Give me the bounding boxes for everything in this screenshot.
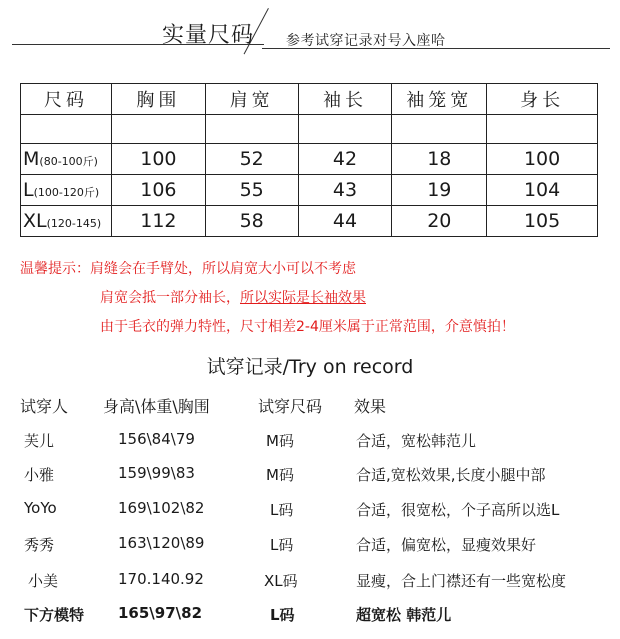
table-cell: 104 (487, 175, 598, 206)
record-title: 试穿记录/Try on record (206, 356, 414, 378)
record-measure: 165\97\82 (118, 604, 203, 622)
record-person: 小雅 (24, 466, 55, 484)
table-cell: 58 (205, 206, 298, 237)
table-cell: 106 (111, 175, 205, 206)
size-cell (21, 144, 112, 175)
record-header: 试穿尺码 (258, 397, 323, 416)
size-label: XL (23, 210, 47, 232)
record-effect: 合适,宽松效果,长度小腿中部 (356, 466, 546, 484)
record-row (0, 570, 620, 600)
record-measure: 163\120\89 (118, 534, 205, 552)
record-size: M码 (266, 466, 294, 484)
size-table-header-row (21, 84, 598, 115)
column-header: 袖长 (298, 84, 392, 115)
table-cell: 100 (487, 144, 598, 175)
record-size: M码 (266, 432, 294, 450)
record-measure: 156\84\79 (118, 430, 195, 448)
page-subtitle: 参考试穿记录对号入座哈 (286, 33, 446, 49)
size-label: L (23, 179, 34, 201)
record-row (0, 499, 620, 529)
table-row (21, 144, 598, 175)
column-header: 尺码 (21, 84, 112, 115)
tip-line-3: 由于毛衣的弹力特性，尺寸相差2-4厘米属于正常范围，介意慎拍！ (100, 319, 515, 335)
table-cell: 44 (298, 206, 392, 237)
record-row (0, 430, 620, 460)
record-measure: 170.140.92 (118, 570, 204, 588)
record-person: 小美 (28, 572, 59, 590)
size-cell (21, 206, 112, 237)
table-cell: 42 (298, 144, 392, 175)
record-effect: 超宽松 韩范儿 (356, 606, 452, 624)
record-effect: 合适，偏宽松，显瘦效果好 (356, 536, 537, 554)
column-header: 身长 (487, 84, 598, 115)
table-row (21, 206, 598, 237)
table-cell: 20 (392, 206, 487, 237)
table-cell: 100 (111, 144, 205, 175)
tips-label: 温馨提示： (20, 261, 90, 277)
record-person: 秀秀 (24, 536, 55, 554)
tip-line-1 (20, 258, 356, 278)
record-row-model (0, 604, 620, 634)
tip-text: 肩宽会抵一部分袖长， (100, 290, 240, 306)
record-row (0, 534, 620, 564)
size-label: M (23, 148, 40, 170)
record-header: 身高\体重\胸围 (103, 397, 210, 416)
column-header: 肩宽 (205, 84, 298, 115)
tip-text: 肩缝会在手臂处，所以肩宽大小可以不考虑 (90, 261, 356, 277)
record-person: 芙儿 (24, 432, 55, 450)
table-cell: 52 (205, 144, 298, 175)
size-range: (80-100斤) (39, 155, 98, 168)
record-effect: 显瘦，合上门襟还有一些宽松度 (356, 572, 567, 590)
record-header: 效果 (354, 397, 387, 416)
record-row (0, 464, 620, 494)
size-range: (100-120斤) (33, 186, 100, 199)
table-cell: 55 (205, 175, 298, 206)
record-measure: 159\99\83 (118, 464, 195, 482)
table-cell: 43 (298, 175, 392, 206)
size-cell (21, 175, 112, 206)
record-size: L码 (270, 501, 294, 519)
size-table-blank-row (21, 115, 598, 144)
size-range: (120-145) (46, 217, 102, 230)
table-cell: 112 (111, 206, 205, 237)
column-header: 胸围 (111, 84, 205, 115)
header (0, 0, 620, 60)
record-header-row (0, 394, 620, 424)
column-header: 袖笼宽 (392, 84, 487, 115)
record-person: YoYo (24, 499, 57, 517)
record-size: XL码 (264, 572, 298, 590)
table-cell: 19 (392, 175, 487, 206)
record-effect: 合适，宽松韩范儿 (356, 432, 477, 450)
table-row (21, 175, 598, 206)
record-size: L码 (270, 606, 295, 624)
table-cell: 18 (392, 144, 487, 175)
size-table (20, 83, 598, 237)
record-measure: 169\102\82 (118, 499, 205, 517)
tip-line-2 (100, 287, 366, 307)
record-effect: 合适，很宽松，个子高所以选L (356, 501, 560, 519)
tip-text-underlined: 所以实际是长袖效果 (240, 290, 366, 306)
record-size: L码 (270, 536, 294, 554)
record-header: 试穿人 (20, 397, 69, 416)
table-cell: 105 (487, 206, 598, 237)
page-title: 实量尺码 (162, 23, 255, 48)
record-person: 下方模特 (24, 606, 85, 624)
